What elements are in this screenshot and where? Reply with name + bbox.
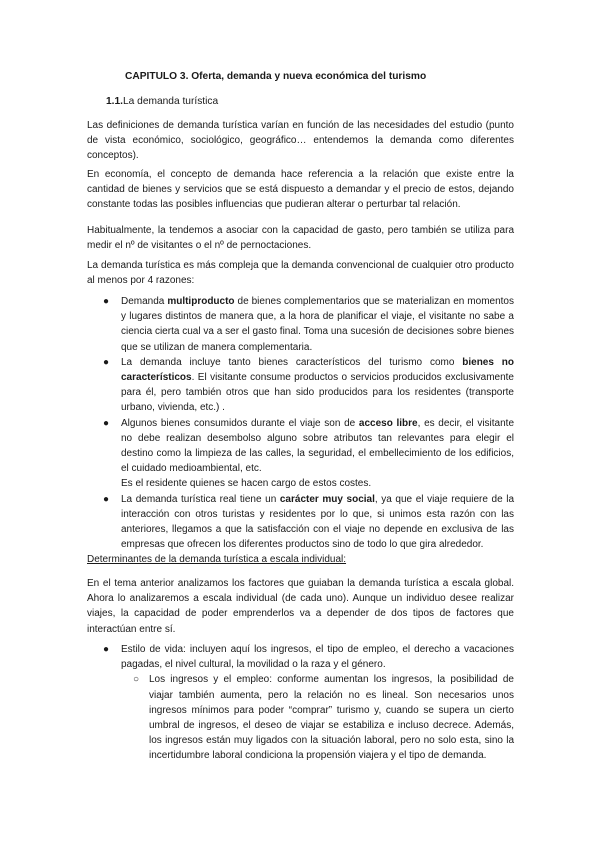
reason-text: La demanda turística real tiene un [121,493,280,505]
reason-text: , ya que el viaje requiere de la interacción con otros turistas y residentes por lo que, si unimos esta razón con las anteriores, llegamos a que la satisfacción con el viaje no depende en exclusiva de las empresas que ofrecen los diferentes productos sino de todo lo que gira alrededor. [121,493,515,551]
reason-text: de bienes complementarios que se materializan en momentos y lugares distintos de manera que, a la hora de planificar el viaje, el visitante no sabe a ciencia cierta cual va a ser el gasto final. Toma una sucesión de decisiones sobre bienes que se utilizan de manera complementaria. [121,296,514,353]
list-item [87,642,514,764]
reason-emphasis: bienes no característicos [121,356,514,384]
bullet-icon: ● [103,417,110,429]
reason-text: , es decir, el visitante no debe realizan desembolso alguno sobre atributos tan relevantes para elegir el destino como la limpieza de las calles, la seguridad, el embellecimiento de los edificios, el cuidado medioambiental, etc. [121,417,515,475]
subfactor-list [121,672,514,763]
section-number: 1.1. [106,96,123,107]
subsection-heading: Determinantes de la demanda turística a escala individual: [87,554,347,565]
intro-paragraph: En economía, el concepto de demanda hace referencia a la relación que existe entre la cantidad de bienes y servicios que se está dispuesto a demandar y el precio de estos, dejando constante todas las posibles influencias que pudieran alterar o perturbar tal relación. [87,169,514,211]
chapter-title: CAPITULO 3. Oferta, demanda y nueva económica del turismo [125,71,427,82]
intro-paragraph: Las definiciones de demanda turística varían en función de las necesidades del estudio (punto de vista económico, sociológico, geográfico… entendemos la demanda como diferentes conceptos). [87,120,514,162]
intro-paragraph: Habitualmente, la tendemos a asociar con la capacidad de gasto, pero también se utiliza para medir el nº de visitantes o el nº de pernoctaciones. [87,225,514,252]
individual-paragraph: En el tema anterior analizamos los factores que guiaban la demanda turística a escala global. Ahora lo analizaremos a escala individual (de cada uno). Aunque un individuo desee realizar viajes, la capacidad de poder emprenderlos va a depender de dos tipos de factores que interactúan entre sí. [87,578,514,635]
list-item [87,492,514,553]
factor-text: Estilo de vida: incluyen aquí los ingresos, el tipo de empleo, el derecho a vacaciones pagadas, el nivel cultural, la movilidad o la raza y el género. [121,644,514,671]
bullet-icon: ● [103,644,110,655]
subfactor-text: Los ingresos y el empleo: conforme aumentan los ingresos, la posibilidad de viajar también aumenta, pero la relación no es lineal. Son necesarios unos ingresos mínimos para poder “comprar” turismo y, cuando se supera un cierto umbral de ingresos, el deseo de viajar se estabiliza e incluso decrece. Además, los ingresos están muy ligados con la situación laboral, pero no solo esta, sino la incertidumbre laboral condiciona la propensión viajera y el tipo de demanda. [149,674,514,762]
factors-list [87,642,514,764]
section-title: La demanda turística [123,96,219,107]
reason-emphasis: multiproducto [167,296,235,307]
bullet-icon: ● [103,493,110,505]
bullet-icon: ● [103,356,110,368]
section-heading [106,96,218,107]
reason-text: Demanda [121,296,168,307]
list-item [87,416,514,492]
reason-text: La demanda incluye tanto bienes característicos del turismo como [121,356,463,368]
reasons-list [87,294,514,552]
reason-emphasis: carácter muy social [279,493,375,505]
bullet-icon: ● [103,296,110,307]
list-item [87,355,514,416]
reason-text: Algunos bienes consumidos durante el viaje son de [121,417,359,429]
list-item [87,294,514,355]
circle-bullet-icon: ○ [133,674,140,686]
reason-text: . El visitante consume productos o servicios producidos exclusivamente para él, pero también otros que han sido producidos para los residentes (transporte urbano, vivienda, etc.) . [121,372,514,414]
list-item [121,672,514,763]
reason-text-extra: Es el residente quienes se hacen cargo de estos costes. [121,478,372,490]
reason-emphasis: acceso libre [358,417,418,429]
intro-paragraph: La demanda turística es más compleja que la demanda convencional de cualquier otro producto al menos por 4 razones: [87,260,514,287]
